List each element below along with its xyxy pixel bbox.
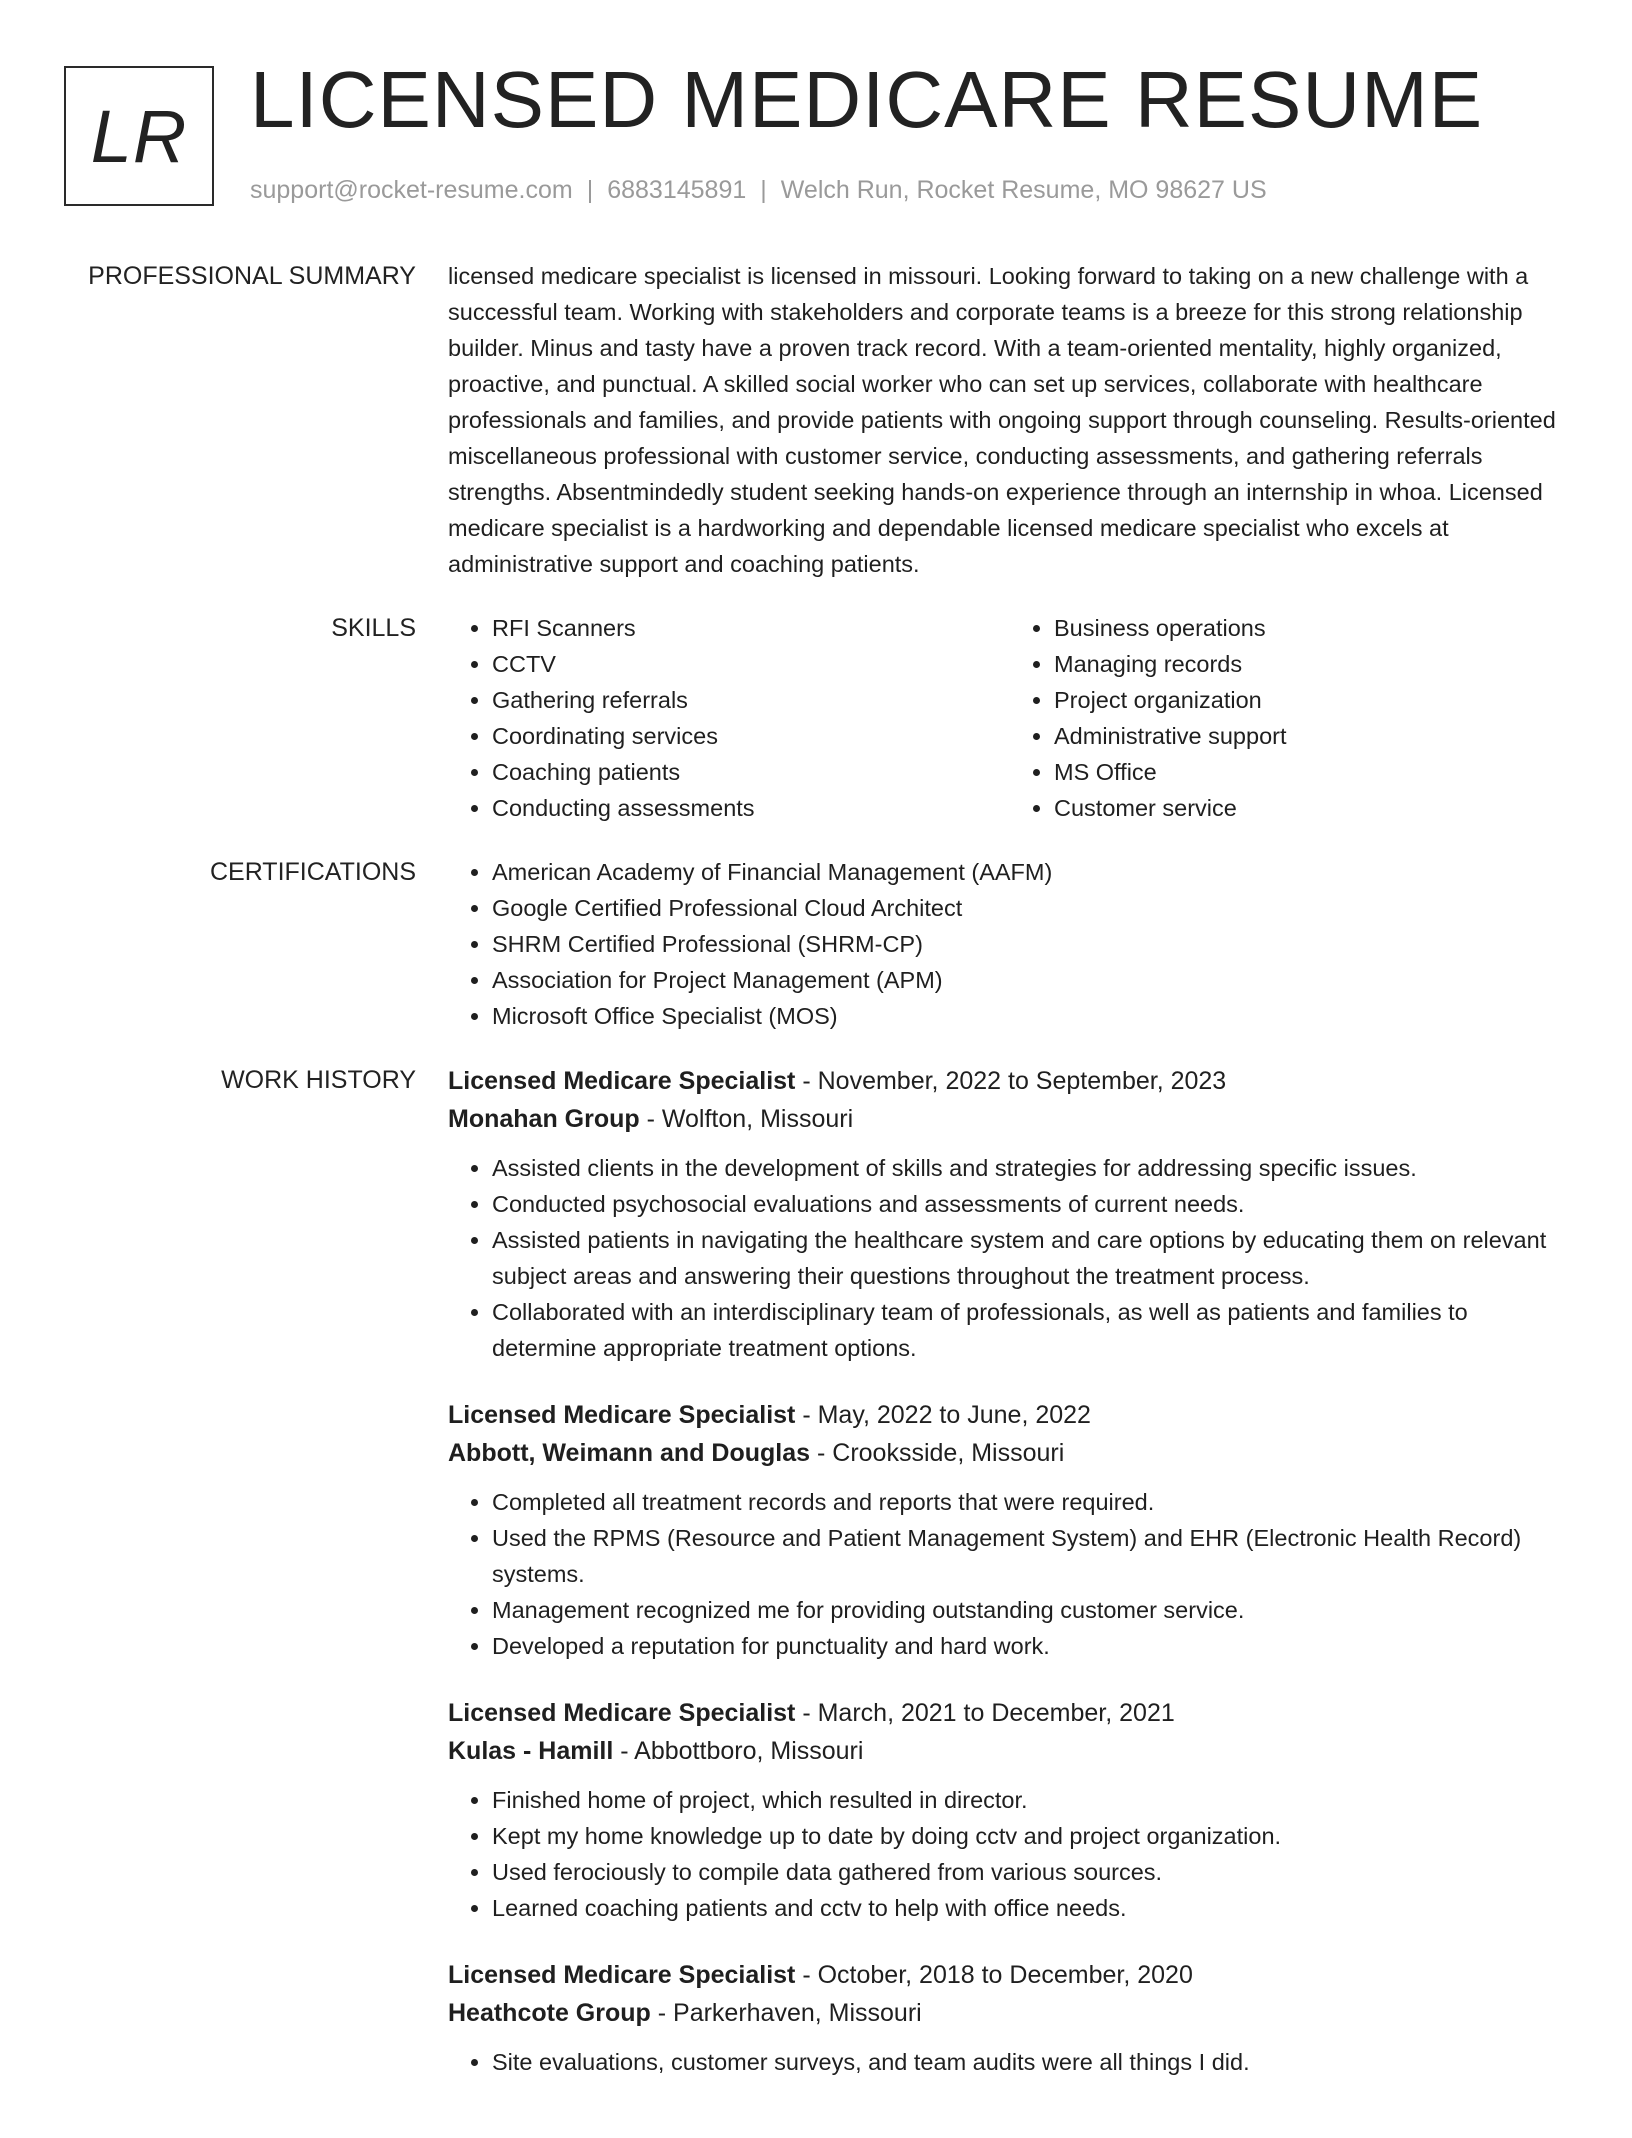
certification-item: • Association for Project Management (APM) — [492, 962, 1572, 998]
job-bullet: • Used the RPMS (Resource and Patient Management System) and EHR (Electronic Health Record) systems. — [492, 1520, 1572, 1592]
certifications-section — [0, 854, 1632, 1034]
job-bullets — [448, 1484, 1572, 1664]
contact-email[interactable]: support@rocket-resume.com — [250, 176, 573, 204]
contact-phone[interactable]: 6883145891 — [607, 176, 747, 204]
job-company: Kulas - Hamill — [448, 1737, 614, 1765]
job-title-line — [448, 1062, 1572, 1100]
section-label-work-history: WORK HISTORY — [221, 1066, 416, 1094]
job-location: - Wolfton, Missouri — [639, 1105, 854, 1133]
job-company: Monahan Group — [448, 1105, 640, 1133]
skill-item: • Coordinating services — [492, 718, 1010, 754]
skill-item: • Business operations — [1054, 610, 1572, 646]
skill-item: • Customer service — [1054, 790, 1572, 826]
job-entry — [448, 1396, 1572, 1664]
job-dates: - November, 2022 to September, 2023 — [795, 1067, 1227, 1095]
job-bullet: • Learned coaching patients and cctv to help with office needs. — [492, 1890, 1572, 1926]
summary-section — [0, 258, 1632, 582]
contact-separator: | — [586, 176, 594, 204]
job-bullet: • Completed all treatment records and reports that were required. — [492, 1484, 1572, 1520]
work-history-section — [0, 1062, 1632, 2110]
certification-item: • Google Certified Professional Cloud Architect — [492, 890, 1572, 926]
job-company-line — [448, 1994, 1572, 2032]
job-location: - Parkerhaven, Missouri — [650, 1999, 922, 2027]
job-bullet: • Conducted psychosocial evaluations and assessments of current needs. — [492, 1186, 1572, 1222]
job-location: - Crooksside, Missouri — [810, 1439, 1065, 1467]
job-title: Licensed Medicare Specialist — [448, 1699, 796, 1727]
skill-item: • CCTV — [492, 646, 1010, 682]
resume-title: LICENSED MEDICARE RESUME — [250, 55, 1484, 144]
skill-item: • Coaching patients — [492, 754, 1010, 790]
job-bullets — [448, 1782, 1572, 1926]
job-bullets — [448, 1150, 1572, 1366]
resume-content — [0, 258, 1632, 2138]
job-dates: - March, 2021 to December, 2021 — [795, 1699, 1175, 1727]
job-title-line — [448, 1956, 1572, 1994]
job-bullet: • Management recognized me for providing outstanding customer service. — [492, 1592, 1572, 1628]
certifications-bullets — [448, 854, 1572, 1034]
section-label-certifications: CERTIFICATIONS — [209, 858, 416, 886]
job-entry — [448, 1062, 1572, 1366]
job-company: Abbott, Weimann and Douglas — [448, 1439, 811, 1467]
job-location: - Abbottboro, Missouri — [613, 1737, 864, 1765]
skills-column-right — [1010, 610, 1572, 826]
section-label-summary: PROFESSIONAL SUMMARY — [88, 262, 416, 290]
skill-item: • Project organization — [1054, 682, 1572, 718]
job-bullet: • Site evaluations, customer surveys, and team audits were all things I did. — [492, 2044, 1572, 2080]
summary-text: licensed medicare specialist is licensed in missouri. Looking forward to taking on a new challenge with a successful team. Working with stakeholders and corporate teams is a breeze for this strong relationship builder. Minus and tasty have a proven track record. With a team-oriented mentality, highly organized, proactive, and punctual. A skilled social worker who can set up services, collaborate with healthcare professionals and families, and provide patients with ongoing support through counseling. Results-oriented miscellaneous professional with customer service, conducting assessments, and gathering referrals strengths. Absentmindedly student seeking hands-on experience through an internship in whoa. Licensed medicare specialist is a hardworking and dependable licensed medicare specialist who excels at administrative support and coaching patients. — [448, 263, 1556, 577]
certification-item: • SHRM Certified Professional (SHRM-CP) — [492, 926, 1572, 962]
monogram-logo: LR — [64, 66, 214, 206]
job-bullets — [448, 2044, 1572, 2080]
job-title: Licensed Medicare Specialist — [448, 1067, 796, 1095]
skill-item: • Gathering referrals — [492, 682, 1010, 718]
skill-item: • Managing records — [1054, 646, 1572, 682]
skills-section — [0, 610, 1632, 826]
skill-item: • RFI Scanners — [492, 610, 1010, 646]
job-bullet: • Used ferociously to compile data gathered from various sources. — [492, 1854, 1572, 1890]
job-title: Licensed Medicare Specialist — [448, 1401, 796, 1429]
skills-column-left — [448, 610, 1010, 826]
job-title-line — [448, 1396, 1572, 1434]
job-company-line — [448, 1434, 1572, 1472]
job-entry — [448, 1956, 1572, 2080]
job-bullet: • Kept my home knowledge up to date by doing cctv and project organization. — [492, 1818, 1572, 1854]
section-label-skills: SKILLS — [331, 614, 416, 642]
certifications-list — [448, 854, 1572, 1034]
job-bullet: • Collaborated with an interdisciplinary team of professionals, as well as patients and families to determine appropriate treatment options. — [492, 1294, 1572, 1366]
certification-item: • American Academy of Financial Management (AAFM) — [492, 854, 1572, 890]
skill-item: • Administrative support — [1054, 718, 1572, 754]
job-bullet: • Assisted patients in navigating the healthcare system and care options by educating them on relevant subject areas and answering their questions throughout the treatment process. — [492, 1222, 1572, 1294]
work-history-list — [448, 1062, 1572, 2110]
contact-address: Welch Run, Rocket Resume, MO 98627 US — [780, 176, 1267, 204]
contact-line — [250, 176, 1267, 205]
job-company: Heathcote Group — [448, 1999, 651, 2027]
certification-item: • Microsoft Office Specialist (MOS) — [492, 998, 1572, 1034]
contact-separator: | — [760, 176, 767, 204]
job-title: Licensed Medicare Specialist — [448, 1961, 796, 1989]
job-bullet: • Developed a reputation for punctuality and hard work. — [492, 1628, 1572, 1664]
job-company-line — [448, 1100, 1572, 1138]
job-dates: - October, 2018 to December, 2020 — [795, 1961, 1193, 1989]
job-title-line — [448, 1694, 1572, 1732]
skills-list — [448, 610, 1572, 826]
skill-item: • Conducting assessments — [492, 790, 1010, 826]
skill-item: • MS Office — [1054, 754, 1572, 790]
job-entry — [448, 1694, 1572, 1926]
job-dates: - May, 2022 to June, 2022 — [795, 1401, 1091, 1429]
job-bullet: • Finished home of project, which resulted in director. — [492, 1782, 1572, 1818]
job-company-line — [448, 1732, 1572, 1770]
job-bullet: • Assisted clients in the development of skills and strategies for addressing specific issues. — [492, 1150, 1572, 1186]
